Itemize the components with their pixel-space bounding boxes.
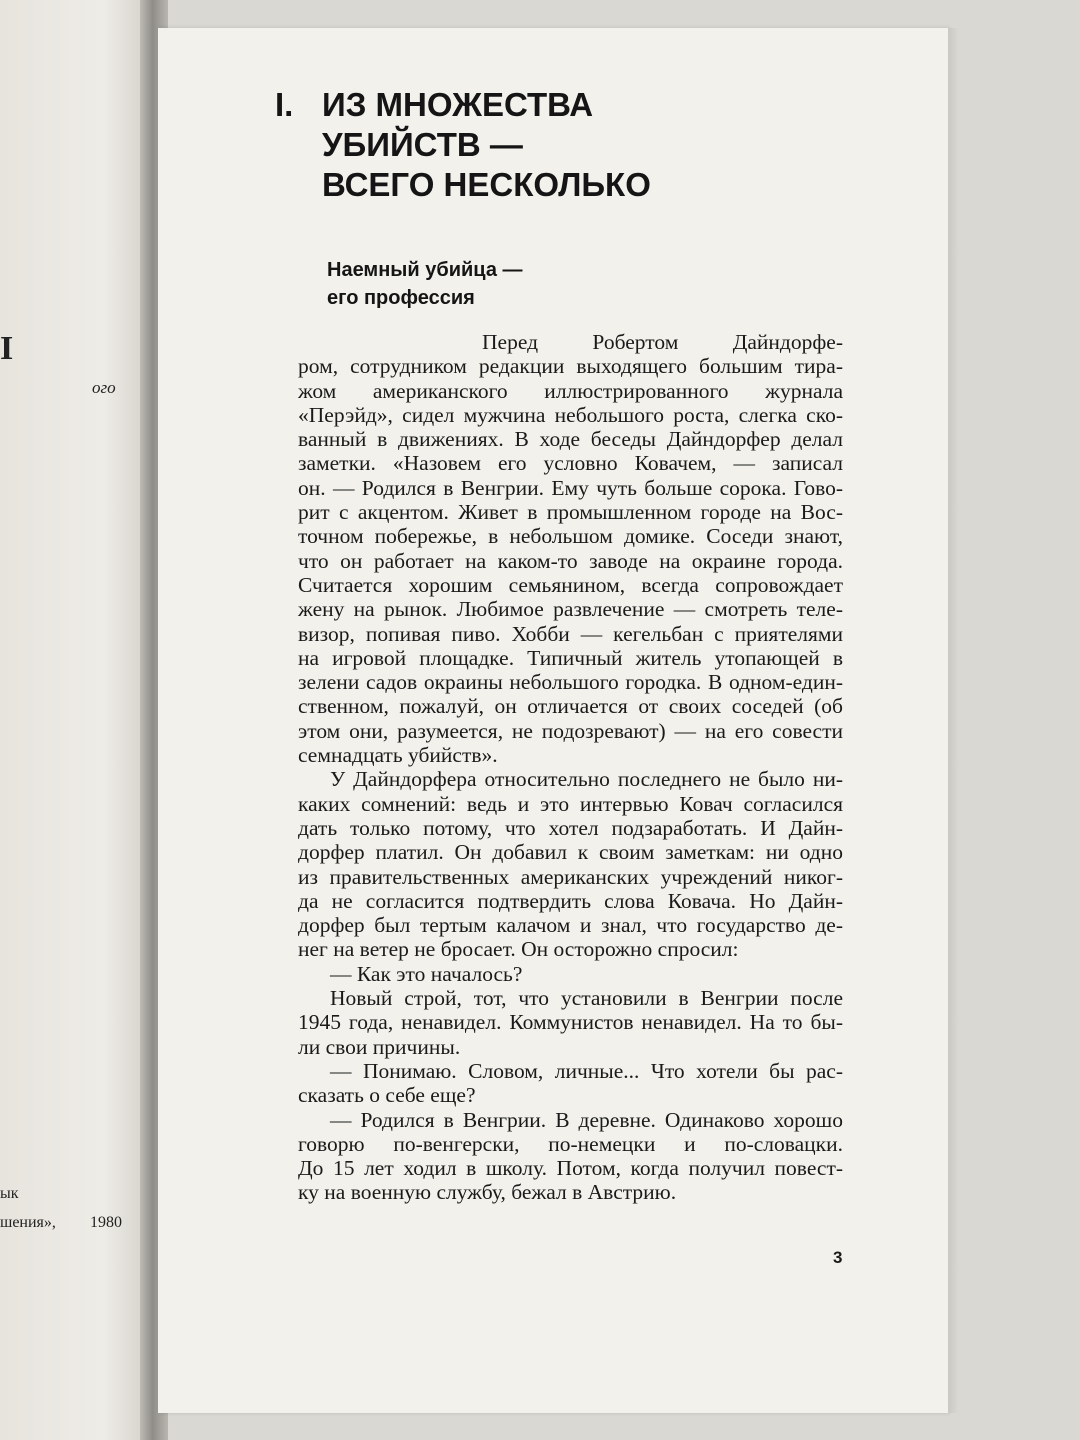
text-line: ванный в движениях. В ходе беседы Дайндорфер делал [298, 427, 843, 452]
left-page-fragment: 1980 [90, 1214, 122, 1231]
text-line: дорфер был тертым калачом и знал, что государство де- [298, 913, 843, 938]
text-line: До 15 лет ходил в школу. Потом, когда получил повест- [298, 1156, 843, 1181]
chapter-heading-line [275, 85, 651, 125]
text-line: — Как это началось? [330, 961, 523, 986]
text-line: — Родился в Венгрии. В деревне. Одинаково хорошо [330, 1107, 843, 1132]
left-page [0, 0, 148, 1440]
text-line: дать только потому, что хотел подзаработать. И Дайн- [298, 815, 843, 840]
body-text [298, 330, 843, 1205]
chapter-number: I. [275, 86, 294, 123]
text-line: рит с акцентом. Живет в промышленном городе на Вос- [298, 500, 843, 525]
text-line: ственном, пожалуй, он отличается от своих соседей (об [298, 694, 843, 719]
chapter-title-line: ВСЕГО НЕСКОЛЬКО [322, 166, 651, 203]
text-line: ли свои причины. [298, 1034, 461, 1059]
text-line: говорю по-венгерски, по-немецки и по-словацки. [298, 1131, 843, 1156]
left-page-fragment: ык [0, 1185, 19, 1202]
text-line: дорфер платил. Он добавил к своим заметкам: ни одно [298, 840, 843, 865]
text-line: У Дайндорфера относительно последнего не было ни- [330, 767, 843, 792]
text-line: он. — Родился в Венгрии. Ему чуть больше сорока. Гово- [298, 475, 843, 500]
text-line: ку на военную службу, бежал в Австрию. [298, 1180, 677, 1205]
text-line: Перед Робертом Дайндорфе- [482, 330, 843, 354]
text-line: визор, попивая пиво. Хобби — кегельбан с приятелями [298, 621, 843, 646]
text-line: да не согласится подтвердить слова Ковача. Но Дайн- [298, 888, 843, 913]
section-title-line: Наемный убийца — [327, 259, 523, 281]
text-line: Новый строй, тот, что установили в Венгрии после [330, 986, 843, 1011]
text-line: на игровой площадке. Типичный житель утопающей в [298, 645, 843, 670]
section-heading [327, 256, 523, 312]
text-line: каких сомнений: ведь и это интервью Ковач согласился [298, 791, 843, 816]
text-line: зелени садов окраины небольшого городка. В одном-един- [298, 670, 843, 695]
text-line: этом они, разумеется, не подозревают) — на его совести [298, 718, 843, 743]
text-line: нег на ветер не бросает. Он осторожно спросил: [298, 937, 739, 962]
text-line: 1945 года, ненавидел. Коммунистов ненавидел. На то бы- [298, 1010, 843, 1035]
chapter-title-line: УБИЙСТВ — [322, 126, 523, 163]
text-line: из правительственных американских учреждений никог- [298, 864, 843, 889]
page-number: 3 [833, 1248, 843, 1267]
text-line: — Понимаю. Словом, личные... Что хотели бы рас- [330, 1058, 843, 1083]
left-page-fragment: I [0, 330, 14, 367]
chapter-title-line: ИЗ МНОЖЕСТВА [322, 86, 594, 123]
text-line: заметки. «Назовем его условно Ковачем, — записал [298, 451, 843, 476]
text-line: сказать о себе еще? [298, 1083, 476, 1108]
text-line: точном побережье, в небольшом домике. Соседи знают, [298, 524, 843, 549]
left-page-fragment: ого [92, 378, 116, 397]
text-line: ром, сотрудником редакции выходящего большим тира- [298, 354, 843, 379]
text-line: жом американского иллюстрированного журнала [298, 378, 843, 403]
text-line: жену на рынок. Любимое развлечение — смотреть теле- [298, 597, 843, 622]
chapter-heading [275, 85, 651, 205]
page-edge [948, 28, 958, 1413]
text-line: «Перэйд», сидел мужчина небольшого роста, слегка ско- [298, 402, 843, 427]
text-line: семнадцать убийств». [298, 743, 498, 768]
text-line: Считается хорошим семьянином, всегда сопровождает [298, 572, 843, 597]
text-line: что он работает на каком-то заводе на окраине города. [298, 548, 843, 573]
section-title-line: его профессия [327, 287, 475, 309]
left-page-fragment: шения», [0, 1214, 56, 1231]
